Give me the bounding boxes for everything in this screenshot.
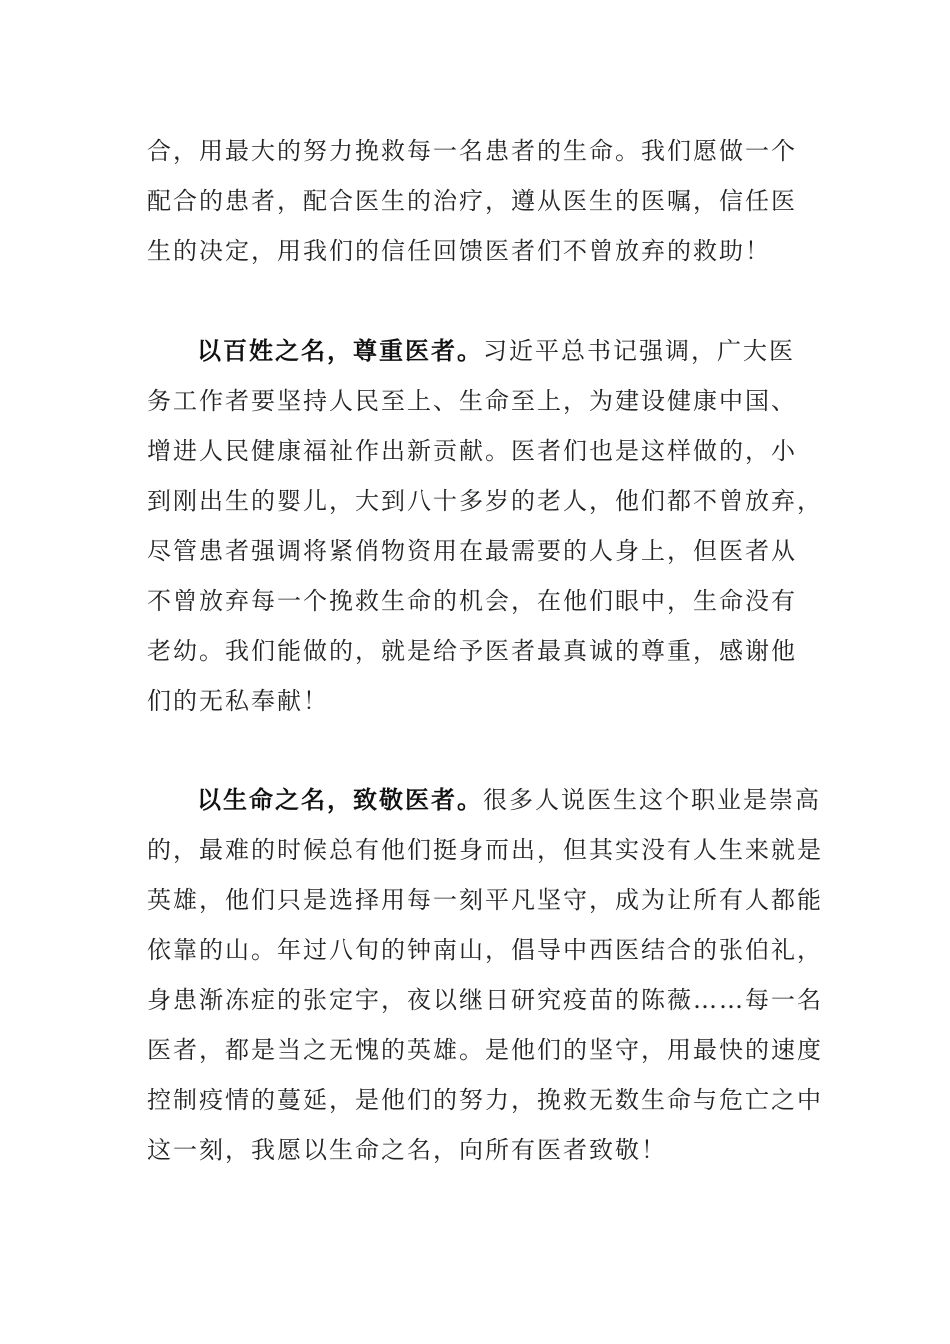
text-line: 务工作者要坚持人民至上、生命至上，为建设健康中国、: [147, 387, 797, 415]
text-line: 不曾放弃每一个挽救生命的机会，在他们眼中，生命没有: [147, 587, 797, 615]
text-line: 到刚出生的婴儿，大到八十多岁的老人，他们都不曾放弃，: [147, 487, 823, 515]
paragraph-lead: 以生命之名，致敬医者。: [197, 785, 483, 814]
text-line: 老幼。我们能做的，就是给予医者最真诚的尊重，感谢他: [147, 637, 797, 665]
text-line: 英雄，他们只是选择用每一刻平凡坚守，成为让所有人都能: [147, 886, 823, 914]
paragraph-first-text: 习近平总书记强调，广大医: [483, 337, 795, 365]
text-line: 控制疫情的蔓延，是他们的努力，挽救无数生命与危亡之中: [147, 1086, 823, 1114]
text-line: 依靠的山。年过八旬的钟南山，倡导中西医结合的张伯礼，: [147, 936, 823, 964]
text-line: 医者，都是当之无愧的英雄。是他们的坚守，用最快的速度: [147, 1036, 823, 1064]
text-line: 生的决定，用我们的信任回馈医者们不曾放弃的救助！: [147, 237, 771, 265]
text-line: 这一刻，我愿以生命之名，向所有医者致敬！: [147, 1136, 667, 1164]
text-line: 配合的患者，配合医生的治疗，遵从医生的医嘱，信任医: [147, 187, 797, 215]
text-line: 的，最难的时候总有他们挺身而出，但其实没有人生来就是: [147, 836, 823, 864]
text-line: 增进人民健康福祉作出新贡献。医者们也是这样做的，小: [147, 437, 797, 465]
text-line: 身患渐冻症的张定宇，夜以继日研究疫苗的陈薇……每一名: [147, 986, 823, 1014]
paragraph-first-text: 很多人说医生这个职业是崇高: [483, 786, 821, 814]
paragraph-first-line: [197, 336, 795, 366]
text-line: 尽管患者强调将紧俏物资用在最需要的人身上，但医者从: [147, 537, 797, 565]
text-line: 们的无私奉献！: [147, 687, 329, 715]
paragraph-lead: 以百姓之名，尊重医者。: [197, 336, 483, 365]
text-line: 合，用最大的努力挽救每一名患者的生命。我们愿做一个: [147, 137, 797, 165]
paragraph-first-line: [197, 785, 821, 815]
